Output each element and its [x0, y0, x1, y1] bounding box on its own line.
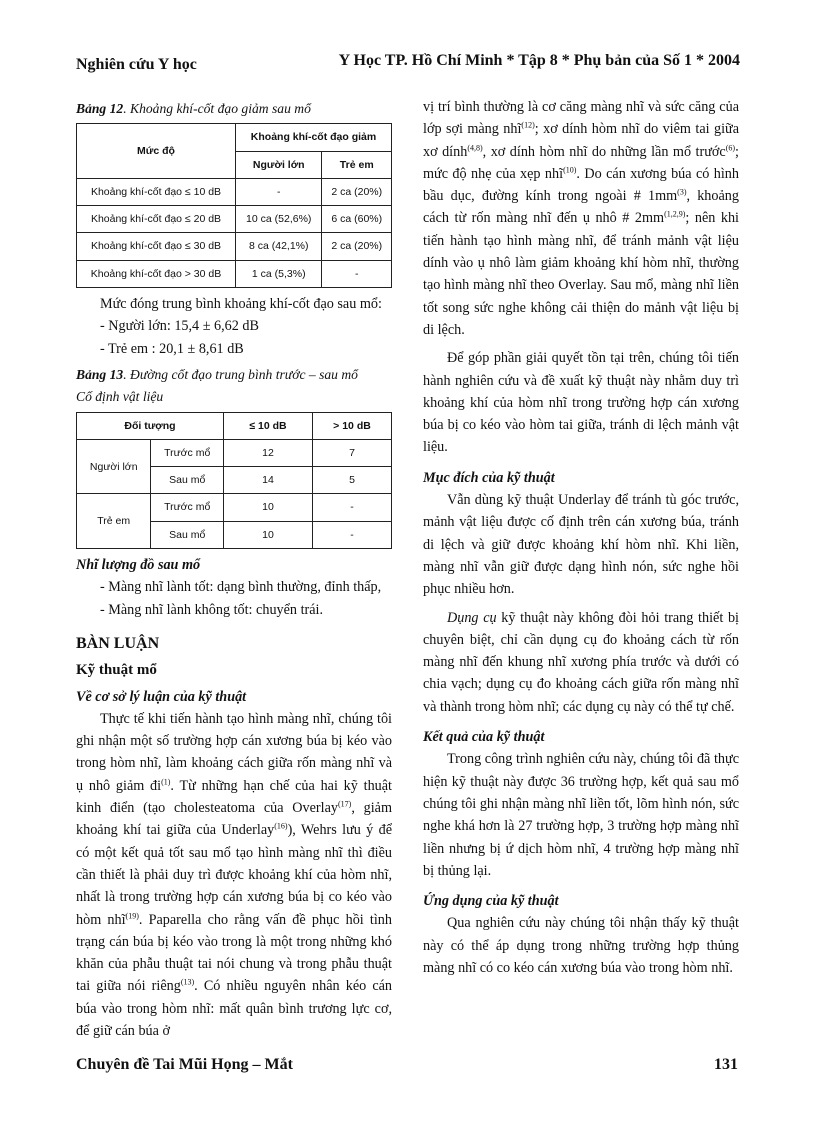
instruments-paragraph: Dụng cụ kỹ thuật này không đòi hỏi trang thiết bị chuyên biệt, chỉ cần dụng cụ đo khoảng cách từ rốn màng nhĩ đến khung nhĩ xương phía trước và dưới có chia vạch; dụng cụ đo khoảng cách giữa rốn màng nhĩ và thành trong hòm nhĩ; các dụng cụ này có thể tự chế. — [423, 609, 739, 715]
table12-header-group: Khoảng khí-cốt đạo giảm — [236, 124, 392, 151]
journal-section-label: Nghiên cứu Y học — [76, 56, 197, 73]
table13-header-le10: ≤ 10 dB — [224, 412, 313, 439]
continued-paragraph: vị trí bình thường là cơ căng màng nhĩ và sức căng của lớp sợi màng nhĩ$^{(12)}$; xơ dính hòm nhĩ do viêm tai giữa xơ dính$^{(4,8)}$, xơ dính hòm nhĩ do những lần mổ trước$^{(6)}$; mức độ nhẹ của xẹp nhĩ$^{(10)}$. Do cán xương búa có hình bầu dục, đường kính trong ngoài # $1mm^{(3)}$, khoảng cách từ rốn màng nhĩ đến ụ nhô # 2mm$^{(1,2,9)}$; nên khi tiến hành tạo hình màng nhĩ, để tránh mảnh vật liệu dính vào ụ nhô làm giảm khoảng khí hòm nhĩ, thường tạo hình màng nhĩ theo Overlay. Sau mổ, màng nhĩ liền tốt song sức nghe không cải thiện do mảnh vật liệu bị di lệch. — [423, 99, 740, 338]
table-row: Trẻ em Trước mổ 10 - — [77, 494, 392, 521]
adult-mean: - Người lớn: 15,4 ± 6,62 dB — [100, 318, 259, 335]
table12-header-child: Trẻ em — [322, 151, 392, 178]
aim-paragraph: Để góp phần giải quyết tồn tại trên, chúng tôi tiến hành nghiên cứu và đề xuất kỹ thuật này nhằm duy trì khoảng khí của hòm nhĩ trong trường hợp cán xương búa bị co kéo vào hòm tai giữa, tránh di lệch mảnh vật liệu. — [423, 350, 739, 456]
tympanogram-good: - Màng nhĩ lành tốt: dạng bình thường, đỉnh thấp, — [100, 579, 382, 596]
table-row: Khoảng khí-cốt đạo ≤ 30 dB 8 ca (42,1%) 2 ca (20%) — [77, 233, 392, 260]
table-13 — [76, 412, 392, 549]
table-12 — [76, 123, 392, 288]
table13-caption: Bảng 13. Đường cốt đạo trung bình trước – sau mổ Cố định vật liệu — [76, 366, 358, 405]
journal-title: Y Học TP. Hồ Chí Minh * Tập 8 * Phụ bản của Số 1 * 2004 — [338, 52, 740, 69]
left-column — [76, 96, 392, 1042]
results-paragraph: Trong công trình nghiên cứu này, chúng tôi đã thực hiện kỹ thuật này được 36 trường hợp, kết quả sau mổ chúng tôi ghi nhận màng nhĩ liền tốt, lõm hình nón, sức nghe khá hơn là 27 trường hợp, 3 trường hợp màng nhĩ liền nhưng bị ứ dịch hòm nhĩ, 4 trường hợp màng nhĩ bị thủng lại. — [423, 751, 739, 879]
table-row: Khoảng khí-cốt đạo > 30 dB 1 ca (5,3%) - — [77, 260, 392, 287]
subsection-heading-purpose: Mục đích của kỹ thuật — [423, 469, 555, 486]
right-column — [423, 96, 739, 979]
table13-header-subject: Đối tượng — [77, 412, 224, 439]
table12-header-level: Mức độ — [77, 124, 236, 179]
table12-header-adult: Người lớn — [236, 151, 322, 178]
tympanogram-bad: - Màng nhĩ lành không tốt: chuyển trái. — [100, 601, 324, 618]
subsection-heading-rationale: Về cơ sở lý luận của kỹ thuật — [76, 688, 247, 705]
subsection-heading-technique: Kỹ thuật mổ — [76, 662, 157, 679]
table13-header-gt10: > 10 dB — [313, 412, 392, 439]
table12-caption: Bảng 12. Khoảng khí-cốt đạo giảm sau mổ — [76, 101, 311, 116]
table-row: Sau mổ 14 5 — [77, 467, 392, 494]
tympanogram-heading: Nhĩ lượng đồ sau mổ — [76, 557, 201, 574]
table-row: Khoảng khí-cốt đạo ≤ 10 dB - 2 ca (20%) — [77, 178, 392, 205]
child-mean: - Trẻ em : 20,1 ± 8,61 dB — [100, 340, 244, 357]
table-row: Sau mổ 10 - — [77, 521, 392, 548]
table-row: Người lớn Trước mổ 12 7 — [77, 439, 392, 466]
application-paragraph: Qua nghiên cứu này chúng tôi nhận thấy kỹ thuật này có thể áp dụng trong những trường hợp thủng màng nhĩ có co kéo cán xương búa vào trong hòm nhĩ. — [423, 915, 739, 976]
section-heading-discussion: BÀN LUẬN — [76, 634, 160, 652]
table-row: Khoảng khí-cốt đạo ≤ 20 dB 10 ca (52,6%) 6 ca (60%) — [77, 206, 392, 233]
rationale-paragraph: Thực tế khi tiến hành tạo hình màng nhĩ, chúng tôi ghi nhận một số trường hợp cán xương búa bị kéo vào trong hòm nhĩ, làm khoảng cách giữa rốn màng nhĩ và ụ nhô giảm $đi^{(1)}$. Từ những hạn chế của hai kỹ thuật kinh điển (tạo cholesteatoma của Overlay$^{(17)}$, giảm khoảng khí tai giữa của Underlay$^{(16)}$), Wehrs lưu ý để có một kết quả tốt sau mổ tạo hình màng nhĩ thì điều cần thiết là phải duy trì được khoảng khí của hòm nhĩ, nhất là trong trường hợp cán xương búa bị co kéo vào hòm nhĩ$^{(19)}$. Paparella cho rằng vấn đề phục hồi tình trạng cán búa bị kéo vào trong là một trong những khó khăn của phẫu thuật tai nói chung và trong phẫu thuật tai giữa nói riêng$^{(13)}$. Có nhiều nguyên nhân kéo cán búa vào trong hòm nhĩ: mất quân bình trương lực cơ, để giữ cán búa ở — [76, 710, 393, 1039]
page-number: 131 — [714, 1056, 738, 1073]
footer-section-title: Chuyên đề Tai Mũi Họng – Mắt — [76, 1056, 293, 1073]
purpose-paragraph: Vẫn dùng kỹ thuật Underlay để tránh tù góc trước, mảnh vật liệu được cố định trên cán xương búa, tránh di lệch và giữ được khoảng khí hòm nhĩ. Khi liền, màng nhĩ vẫn giữ được dạng hình nón, sức nghe hồi phục nhiều hơn. — [423, 492, 739, 598]
subsection-heading-results: Kết quả của kỹ thuật — [423, 729, 545, 746]
mean-closure-text: Mức đóng trung bình khoảng khí-cốt đạo sau mổ: — [100, 296, 382, 313]
subsection-heading-application: Ứng dụng của kỹ thuật — [423, 893, 559, 910]
